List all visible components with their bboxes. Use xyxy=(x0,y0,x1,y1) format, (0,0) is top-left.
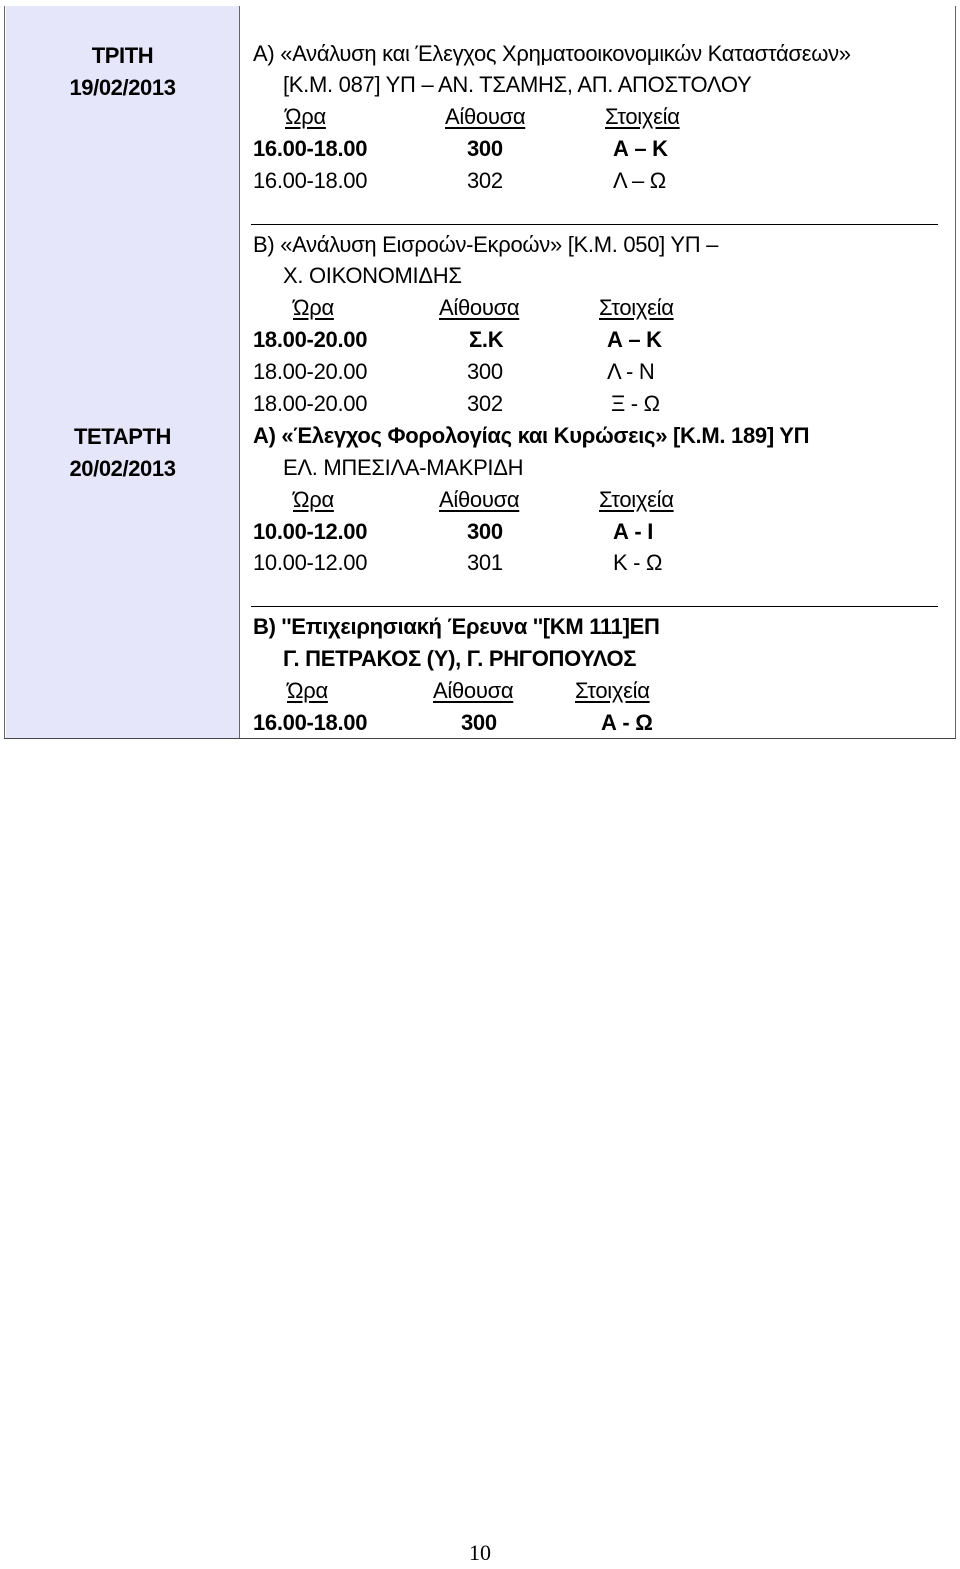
day-date: 19/02/2013 xyxy=(69,75,176,100)
header-names: Στοιχεία xyxy=(605,104,680,129)
row-room: 302 xyxy=(467,168,503,193)
header-names: Στοιχεία xyxy=(599,295,674,320)
exam-instructors: Γ. ΠΕΤΡΑΚΟΣ (Υ), Γ. ΡΗΓΟΠΟΥΛΟΣ xyxy=(283,646,637,671)
column-divider xyxy=(239,6,240,738)
exam-title: Α) «Έλεγχος Φορολογίας και Κυρώσεις» [Κ.Μ. 189] ΥΠ xyxy=(253,423,810,448)
row-room: 300 xyxy=(461,710,497,735)
row-time: 18.00-20.00 xyxy=(253,327,368,352)
row-names: Ξ - Ω xyxy=(611,391,660,416)
day-name: ΤΡΙΤΗ xyxy=(91,43,154,68)
page-number: 10 xyxy=(469,1540,491,1565)
exam-instructors: [Κ.Μ. 087] ΥΠ – ΑΝ. ΤΣΑΜΗΣ, ΑΠ. ΑΠΟΣΤΟΛΟΥ xyxy=(283,72,752,97)
header-time: Ώρα xyxy=(293,487,334,512)
exam-title: Β) «Ανάλυση Εισροών-Εκροών» [Κ.Μ. 050] ΥΠ – xyxy=(253,232,719,257)
row-time: 18.00-20.00 xyxy=(253,359,368,384)
row-names: Α - Ω xyxy=(601,710,653,735)
exam-schedule-table xyxy=(4,6,956,739)
row-room: Σ.Κ xyxy=(469,327,504,352)
row-names: Κ - Ω xyxy=(613,550,663,575)
row-time: 10.00-12.00 xyxy=(253,550,368,575)
row-names: Λ – Ω xyxy=(613,168,666,193)
row-names: Α – Κ xyxy=(613,136,668,161)
row-room: 300 xyxy=(467,136,503,161)
row-time: 16.00-18.00 xyxy=(253,168,368,193)
exam-instructors: Χ. ΟΙΚΟΝΟΜΙΔΗΣ xyxy=(283,263,462,288)
exam-separator xyxy=(251,606,938,607)
header-names: Στοιχεία xyxy=(599,487,674,512)
table-border-left xyxy=(4,6,5,738)
day-date: 20/02/2013 xyxy=(69,456,176,481)
header-room: Αίθουσα xyxy=(439,487,520,512)
row-room: 301 xyxy=(467,550,503,575)
header-time: Ώρα xyxy=(287,678,328,703)
header-time: Ώρα xyxy=(293,295,334,320)
header-time: Ώρα xyxy=(285,104,326,129)
header-room: Αίθουσα xyxy=(445,104,526,129)
header-room: Αίθουσα xyxy=(433,678,514,703)
date-column xyxy=(6,6,240,738)
exam-instructors: ΕΛ. ΜΠΕΣΙΛΑ-ΜΑΚΡΙΔΗ xyxy=(283,455,524,480)
row-room: 302 xyxy=(467,391,503,416)
exam-title: Α) «Ανάλυση και Έλεγχος Χρηματοοικονομικών Καταστάσεων» xyxy=(253,41,851,66)
row-room: 300 xyxy=(467,519,503,544)
exam-details-column xyxy=(241,6,954,738)
row-names: Α - Ι xyxy=(613,519,654,544)
row-room: 300 xyxy=(467,359,503,384)
header-names: Στοιχεία xyxy=(575,678,650,703)
table-border-right xyxy=(955,6,956,738)
exam-title: Β) ''Επιχειρησιακή Έρευνα ''[ΚΜ 111]ΕΠ xyxy=(253,614,660,639)
day-name: ΤΕΤΑΡΤΗ xyxy=(73,424,171,449)
row-time: 10.00-12.00 xyxy=(253,519,368,544)
header-room: Αίθουσα xyxy=(439,295,520,320)
row-time: 16.00-18.00 xyxy=(253,710,368,735)
row-names: Α – Κ xyxy=(607,327,662,352)
row-time: 16.00-18.00 xyxy=(253,136,368,161)
exam-separator xyxy=(251,224,938,225)
row-names: Λ - Ν xyxy=(607,359,655,384)
row-time: 18.00-20.00 xyxy=(253,391,368,416)
